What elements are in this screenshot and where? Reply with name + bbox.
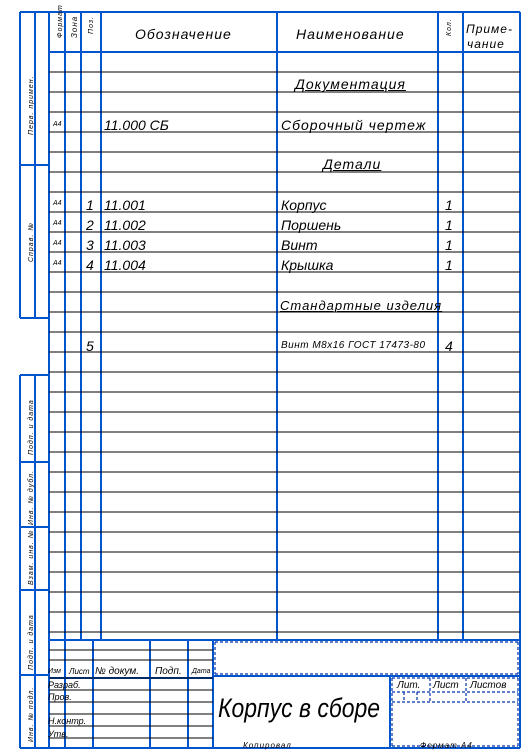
section-documentation: Документация bbox=[295, 76, 406, 92]
part-qty: 1 bbox=[445, 237, 453, 253]
margin-inv-replace: Взам. инв. № bbox=[28, 529, 35, 585]
tb-developed: Разраб. bbox=[48, 680, 81, 690]
part-pos: 1 bbox=[86, 197, 94, 213]
margin-first-use: Перв. примен. bbox=[28, 75, 35, 135]
footer-format: Формат А4 bbox=[420, 741, 473, 750]
tb-date: Дата bbox=[192, 668, 211, 675]
margin-inv-orig: Инв. № подл. bbox=[28, 686, 35, 742]
tb-sheets-label: Листов bbox=[470, 680, 507, 691]
tb-change: Изм bbox=[48, 668, 61, 675]
part-qty: 1 bbox=[445, 197, 453, 213]
tb-checked: Пров. bbox=[48, 692, 72, 702]
header-zone: Зона bbox=[70, 15, 79, 38]
tb-signature: Подп. bbox=[155, 666, 182, 677]
doc-row-format: А4 bbox=[53, 121, 62, 128]
part-name: Корпус bbox=[281, 197, 327, 213]
standard-pos: 5 bbox=[86, 338, 94, 354]
part-format: А4 bbox=[53, 260, 62, 267]
part-name: Крышка bbox=[281, 257, 334, 273]
header-designation: Обозначение bbox=[135, 26, 232, 42]
part-pos: 3 bbox=[86, 237, 94, 253]
footer-copied: Копировал bbox=[243, 741, 292, 750]
part-qty: 1 bbox=[445, 257, 453, 273]
header-note-line2: чание bbox=[467, 37, 505, 51]
header-format: Формат bbox=[57, 4, 64, 38]
doc-row-name: Сборочный чертеж bbox=[281, 117, 427, 133]
part-format: А4 bbox=[53, 220, 62, 227]
tb-sheet-label: Лист bbox=[433, 680, 459, 691]
header-name: Наименование bbox=[296, 26, 405, 42]
standard-name: Винт М8х16 ГОСТ 17473-80 bbox=[281, 340, 426, 351]
tb-norm-control: Н.контр. bbox=[48, 716, 87, 726]
tb-doc-no: № докум. bbox=[95, 666, 140, 677]
part-format: А4 bbox=[53, 200, 62, 207]
tb-title: Корпус в сборе bbox=[218, 693, 381, 723]
tb-lit: Лит. bbox=[397, 680, 421, 691]
section-standard: Стандартные изделия bbox=[280, 298, 443, 313]
margin-sign-date-1: Подп. и дата bbox=[28, 399, 35, 455]
part-designation: 11.004 bbox=[104, 257, 146, 273]
part-designation: 11.002 bbox=[104, 217, 146, 233]
margin-ref-no: Справ. № bbox=[28, 222, 35, 262]
part-name: Винт bbox=[281, 237, 318, 253]
section-parts: Детали bbox=[323, 156, 382, 172]
margin-dup-inv: Инв. № дубл. bbox=[28, 469, 35, 525]
header-note-line1: Приме- bbox=[466, 22, 513, 36]
standard-qty: 4 bbox=[445, 338, 453, 354]
header-qty: Кол. bbox=[446, 18, 453, 36]
part-designation: 11.001 bbox=[104, 197, 146, 213]
part-qty: 1 bbox=[445, 217, 453, 233]
part-format: А4 bbox=[53, 240, 62, 247]
tb-sheet: Лист bbox=[69, 667, 90, 676]
part-name: Поршень bbox=[281, 217, 342, 233]
doc-row-designation: 11.000 СБ bbox=[104, 117, 169, 133]
part-pos: 4 bbox=[86, 257, 94, 273]
header-pos: Поз. bbox=[88, 15, 95, 34]
part-designation: 11.003 bbox=[104, 237, 146, 253]
part-pos: 2 bbox=[86, 217, 94, 233]
margin-sign-date-2: Подп. и дата bbox=[28, 614, 35, 670]
tb-approved: Утв. bbox=[48, 729, 69, 739]
